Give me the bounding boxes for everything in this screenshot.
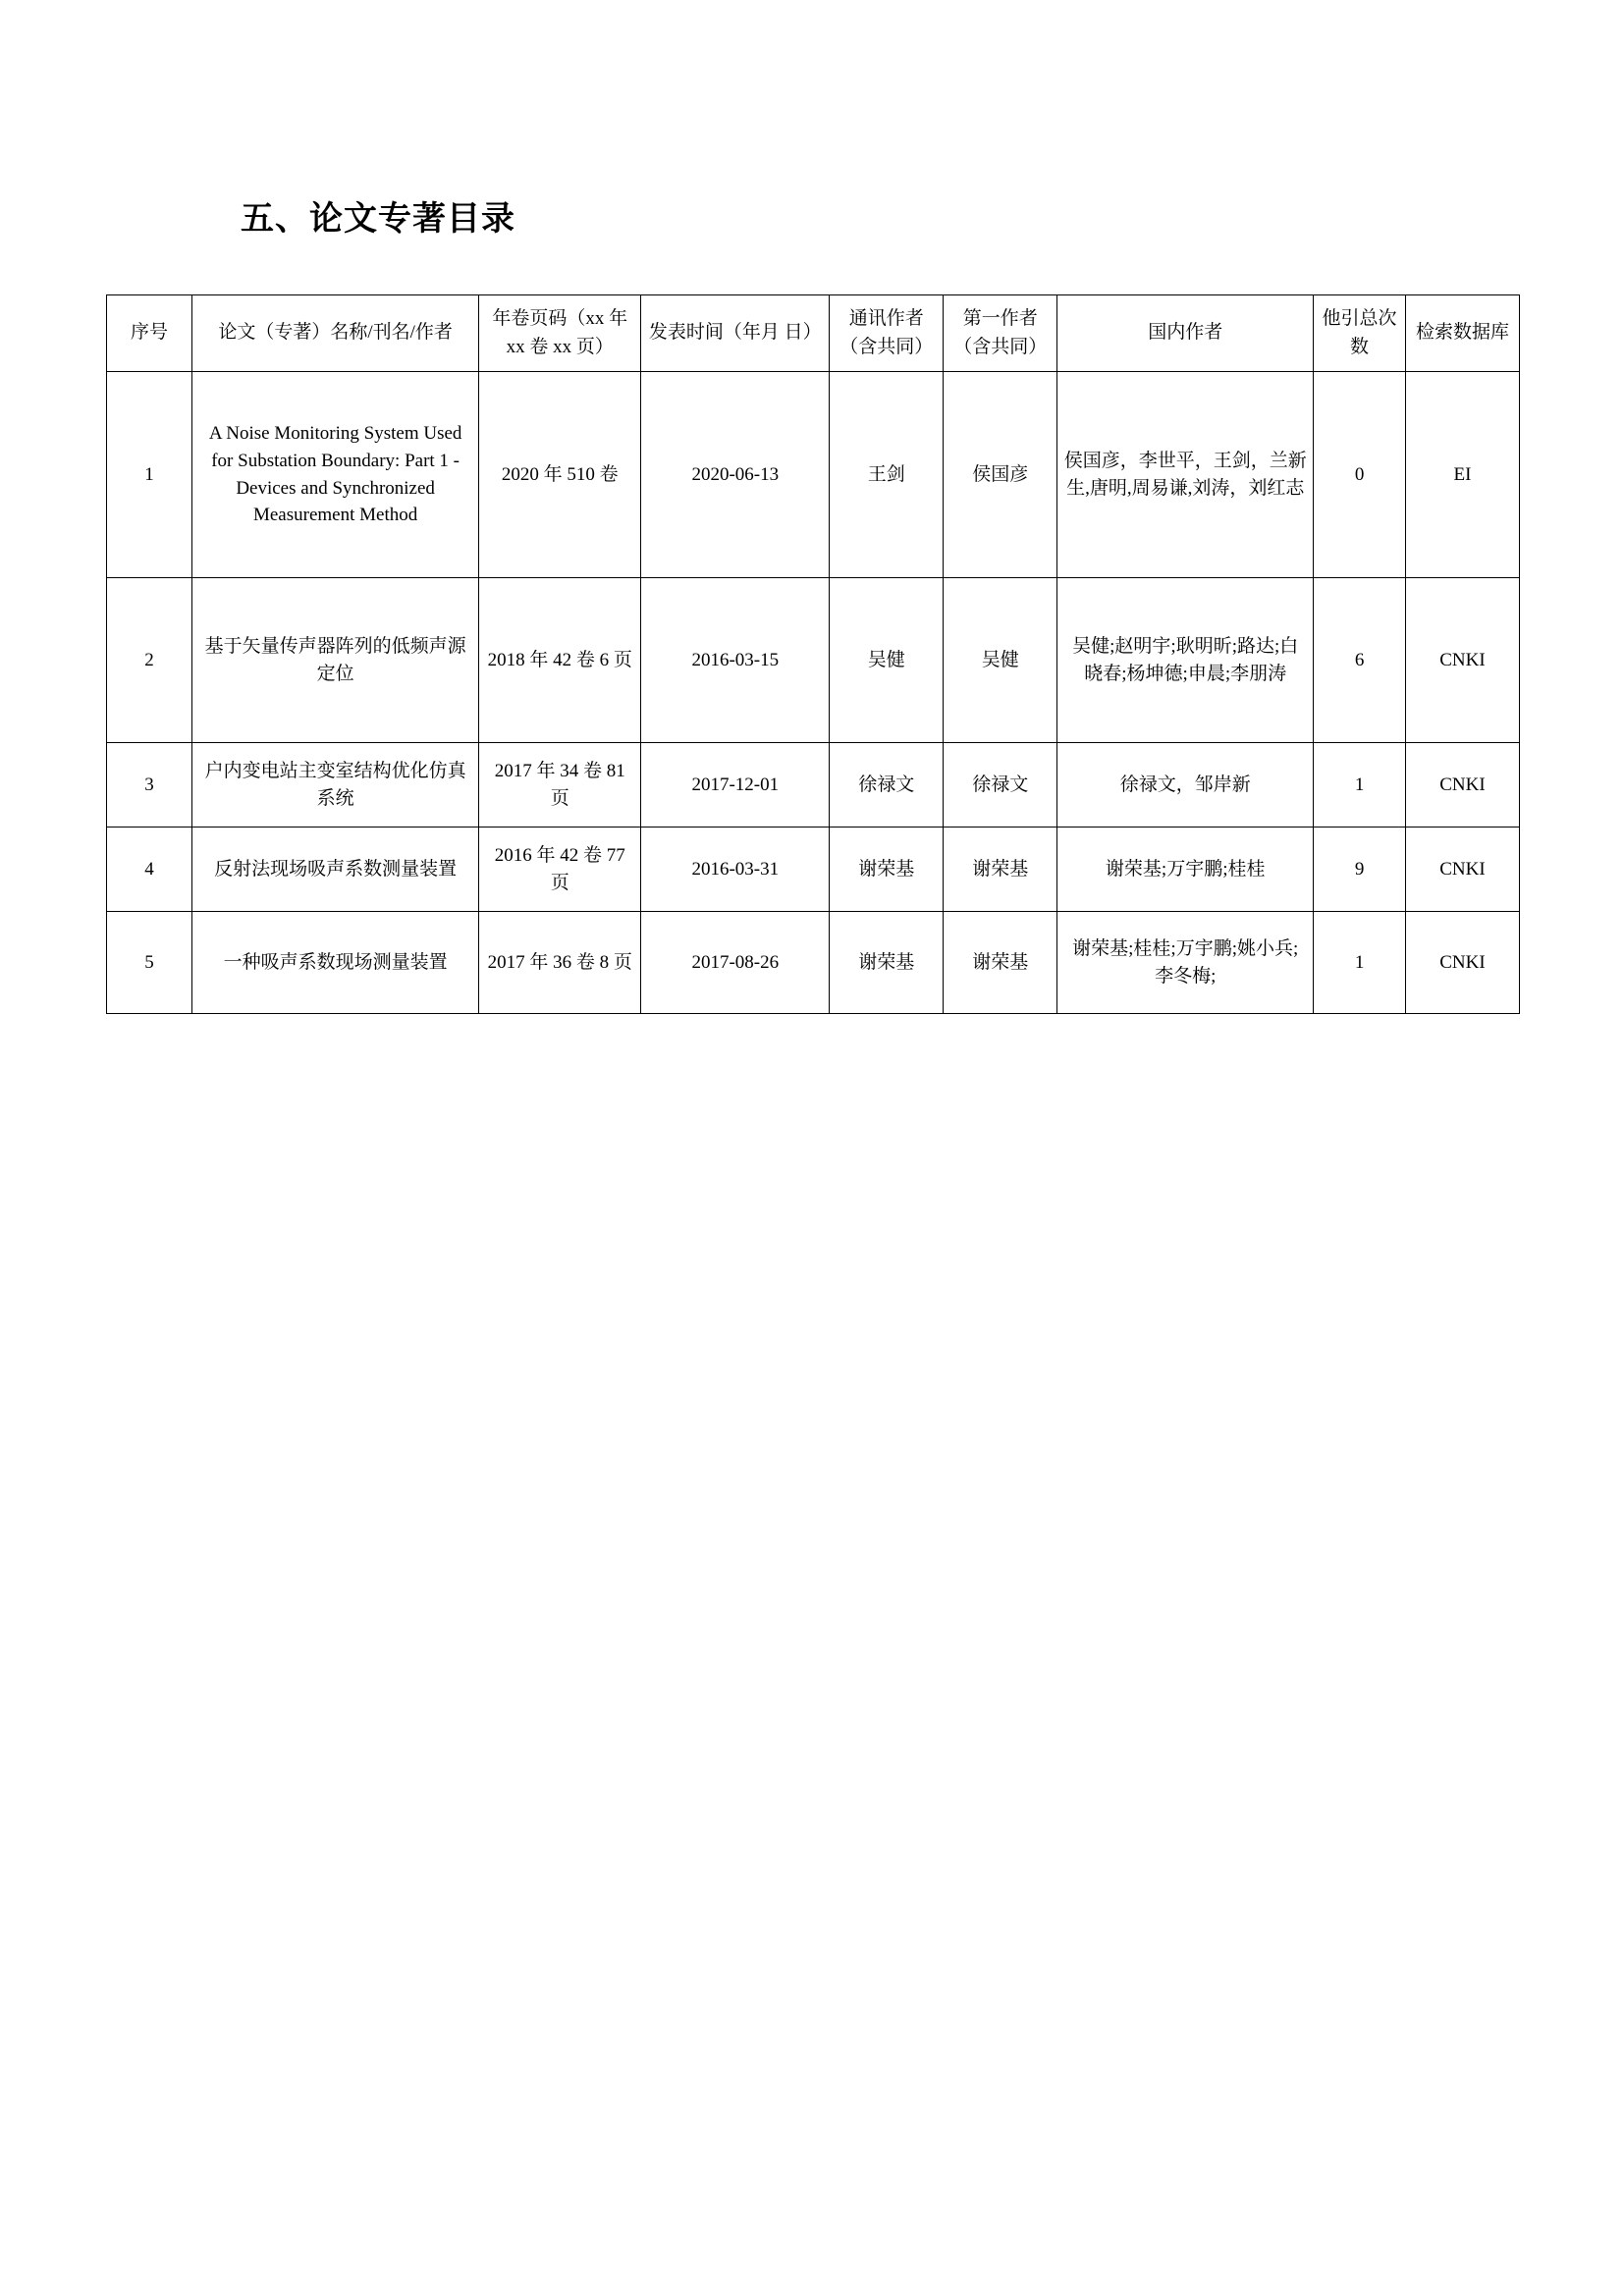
column-header-first-author: 第一作者（含共同）	[944, 295, 1057, 372]
cell-title: 一种吸声系数现场测量装置	[192, 912, 479, 1014]
cell-corresponding-author: 谢荣基	[830, 912, 944, 1014]
cell-database: CNKI	[1405, 912, 1519, 1014]
cell-title: 户内变电站主变室结构优化仿真系统	[192, 743, 479, 828]
cell-corresponding-author: 吴健	[830, 578, 944, 743]
cell-first-author: 谢荣基	[944, 912, 1057, 1014]
cell-index: 3	[107, 743, 192, 828]
cell-first-author: 吴健	[944, 578, 1057, 743]
column-header-corresponding-author: 通讯作者（含共同）	[830, 295, 944, 372]
column-header-volume: 年卷页码（xx 年 xx 卷 xx 页）	[479, 295, 641, 372]
cell-corresponding-author: 谢荣基	[830, 828, 944, 912]
cell-domestic-authors: 谢荣基;桂桂;万宇鹏;姚小兵;李冬梅;	[1057, 912, 1314, 1014]
cell-index: 2	[107, 578, 192, 743]
cell-volume: 2016 年 42 卷 77 页	[479, 828, 641, 912]
cell-domestic-authors: 谢荣基;万宇鹏;桂桂	[1057, 828, 1314, 912]
cell-index: 4	[107, 828, 192, 912]
table-row	[107, 372, 1520, 578]
cell-citations: 0	[1314, 372, 1406, 578]
cell-title: 基于矢量传声器阵列的低频声源定位	[192, 578, 479, 743]
table-body	[107, 372, 1520, 1014]
table-header-row	[107, 295, 1520, 372]
cell-index: 1	[107, 372, 192, 578]
table-header	[107, 295, 1520, 372]
cell-first-author: 徐禄文	[944, 743, 1057, 828]
cell-volume: 2020 年 510 卷	[479, 372, 641, 578]
table-row	[107, 912, 1520, 1014]
column-header-index: 序号	[107, 295, 192, 372]
cell-citations: 9	[1314, 828, 1406, 912]
cell-first-author: 谢荣基	[944, 828, 1057, 912]
cell-date: 2016-03-15	[641, 578, 830, 743]
cell-title: 反射法现场吸声系数测量装置	[192, 828, 479, 912]
cell-date: 2020-06-13	[641, 372, 830, 578]
cell-index: 5	[107, 912, 192, 1014]
column-header-domestic-authors: 国内作者	[1057, 295, 1314, 372]
cell-database: EI	[1405, 372, 1519, 578]
column-header-title: 论文（专著）名称/刊名/作者	[192, 295, 479, 372]
cell-title: A Noise Monitoring System Used for Substation Boundary: Part 1 - Devices and Synchronized Measurement Method	[192, 372, 479, 578]
cell-citations: 1	[1314, 743, 1406, 828]
cell-database: CNKI	[1405, 828, 1519, 912]
cell-volume: 2017 年 36 卷 8 页	[479, 912, 641, 1014]
cell-date: 2016-03-31	[641, 828, 830, 912]
cell-corresponding-author: 王剑	[830, 372, 944, 578]
column-header-citations: 他引总次数	[1314, 295, 1406, 372]
page-title: 五、论文专著目录	[241, 200, 515, 238]
cell-domestic-authors: 侯国彦，李世平，王剑，兰新生,唐明,周易谦,刘涛，刘红志	[1057, 372, 1314, 578]
cell-domestic-authors: 吴健;赵明宇;耿明昕;路达;白晓春;杨坤德;申晨;李朋涛	[1057, 578, 1314, 743]
cell-date: 2017-08-26	[641, 912, 830, 1014]
cell-database: CNKI	[1405, 578, 1519, 743]
cell-citations: 1	[1314, 912, 1406, 1014]
cell-corresponding-author: 徐禄文	[830, 743, 944, 828]
table-row	[107, 828, 1520, 912]
column-header-date: 发表时间（年月 日）	[641, 295, 830, 372]
cell-first-author: 侯国彦	[944, 372, 1057, 578]
publications-table	[106, 294, 1520, 1014]
column-header-database: 检索数据库	[1405, 295, 1519, 372]
cell-citations: 6	[1314, 578, 1406, 743]
cell-database: CNKI	[1405, 743, 1519, 828]
table-row	[107, 578, 1520, 743]
cell-volume: 2017 年 34 卷 81 页	[479, 743, 641, 828]
cell-volume: 2018 年 42 卷 6 页	[479, 578, 641, 743]
cell-date: 2017-12-01	[641, 743, 830, 828]
cell-domestic-authors: 徐禄文，邹岸新	[1057, 743, 1314, 828]
table-row	[107, 743, 1520, 828]
